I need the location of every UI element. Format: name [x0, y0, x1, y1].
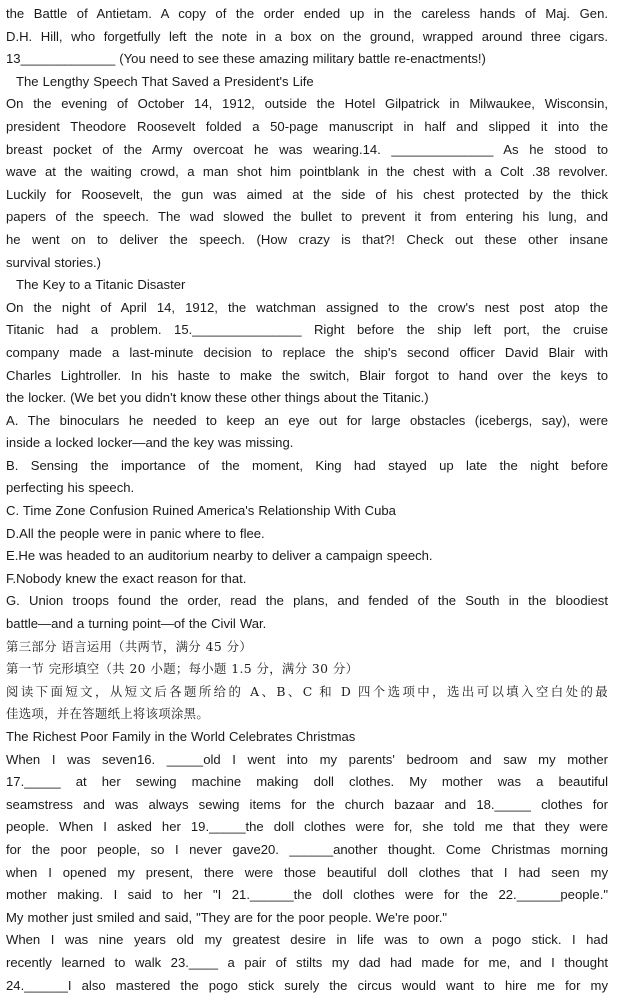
text-line: C. Time Zone Confusion Ruined America's Relationship With Cuba [6, 503, 396, 519]
text-line: breast pocket of the Army overcoat he was wearing.14. ______________ As he stood to [6, 141, 608, 157]
text-line: My mother just smiled and said, "They are for the poor people. We're poor." [6, 909, 448, 925]
text-line: company made a last-minute decision to replace the ship's second officer David Blair with [6, 344, 608, 360]
text-line: president Theodore Roosevelt folded a 50-page manuscript in half and slipped it into the [6, 118, 608, 134]
text-line: mother making. I said to her "I 21.______the doll clothes were for the 22.______people." [6, 887, 608, 903]
text-line: Charles Lightroller. In his haste to make the switch, Blair forgot to hand over the keys to [6, 367, 608, 383]
text-line: 第一节 完形填空（共 20 小题；每小题 1.5 分，满分 30 分） [6, 661, 359, 677]
text-line: 第三部分 语言运用（共两节，满分 45 分） [6, 638, 253, 654]
text-line: papers of the speech. The wad slowed the bullet to prevent it from entering his lung, and [6, 209, 608, 225]
text-line: when I opened my present, there were those beautiful doll clothes that I had seen my [6, 864, 608, 880]
text-line: the Battle of Antietam. A copy of the order ended up in the careless hands of Maj. Gen. [6, 6, 608, 21]
text-line: survival stories.) [6, 254, 101, 270]
text-line: The Key to a Titanic Disaster [16, 277, 186, 293]
text-line: Luckily for Roosevelt, the gun was aimed at the side of his chest protected by the thick [6, 186, 608, 202]
text-line: A. The binoculars he needed to keep an eye out for large obstacles (icebergs, say), were [6, 412, 608, 428]
text-line: wave at the waiting crowd, a man shot him pointblank in the chest with a Colt .38 revolver. [6, 164, 608, 180]
text-line: seamstress and was always sewing items for the church bazaar and 18._____ clothes for [6, 796, 608, 812]
text-line: perfecting his speech. [6, 480, 135, 496]
text-line: the locker. (We bet you didn't know these other things about the Titanic.) [6, 390, 429, 406]
text-line: 24.______I also mastered the pogo stick surely the circus would want to hire me for my [6, 977, 608, 993]
text-line: G. Union troops found the order, read the plans, and fended of the South in the bloodiest [6, 593, 608, 609]
text-line: D.All the people were in panic where to flee. [6, 525, 265, 541]
text-line: battle—and a turning point—of the Civil War. [6, 616, 267, 632]
text-line: Titanic had a problem. 15._______________ Right before the ship left port, the cruise [6, 322, 608, 338]
text-line: inside a locked locker—and the key was missing. [6, 435, 294, 451]
text-line: On the evening of October 14, 1912, outside the Hotel Gilpatrick in Milwaukee, Wisconsin, [6, 96, 608, 112]
text-line: F.Nobody knew the exact reason for that. [6, 570, 247, 586]
text-line: The Lengthy Speech That Saved a President's Life [16, 73, 314, 89]
text-line: people. When I asked her 19._____the doll clothes were for, she told me that they were [6, 819, 608, 835]
text-line: B. Sensing the importance of the moment, King had stayed up late the night before [6, 457, 608, 473]
text-line: for the poor people, so I never gave20. ______another thought. Come Christmas morning [6, 841, 608, 857]
text-line: When I was seven16. _____old I went into my parents' bedroom and saw my mother [6, 751, 608, 767]
text-line: 阅读下面短文，从短文后各题所给的 A、B、C 和 D 四个选项中，选出可以填入空白处的最 [6, 683, 608, 699]
text-line: 佳选项，并在答题纸上将该项涂黑。 [6, 706, 210, 722]
text-line: E.He was headed to an auditorium nearby to deliver a campaign speech. [6, 548, 433, 564]
text-line: recently learned to walk 23.____ a pair of stilts my dad had made for me, and I thought [6, 954, 608, 970]
text-line: On the night of April 14, 1912, the watchman assigned to the crow's nest post atop the [6, 299, 608, 315]
text-line: he went on to deliver the speech. (How crazy is that?! Check out these other insane [6, 231, 608, 247]
text-line: D.H. Hill, who forgetfully left the note in a box on the ground, wrapped around three cigars. [6, 28, 608, 44]
text-line: The Richest Poor Family in the World Celebrates Christmas [6, 729, 356, 744]
text-line: 13_____________ (You need to see these amazing military battle re-enactments!) [6, 51, 486, 67]
text-line: 17._____ at her sewing machine making doll clothes. My mother was a beautiful [6, 774, 608, 790]
text-line: When I was nine years old my greatest desire in life was to own a pogo stick. I had [6, 932, 608, 948]
